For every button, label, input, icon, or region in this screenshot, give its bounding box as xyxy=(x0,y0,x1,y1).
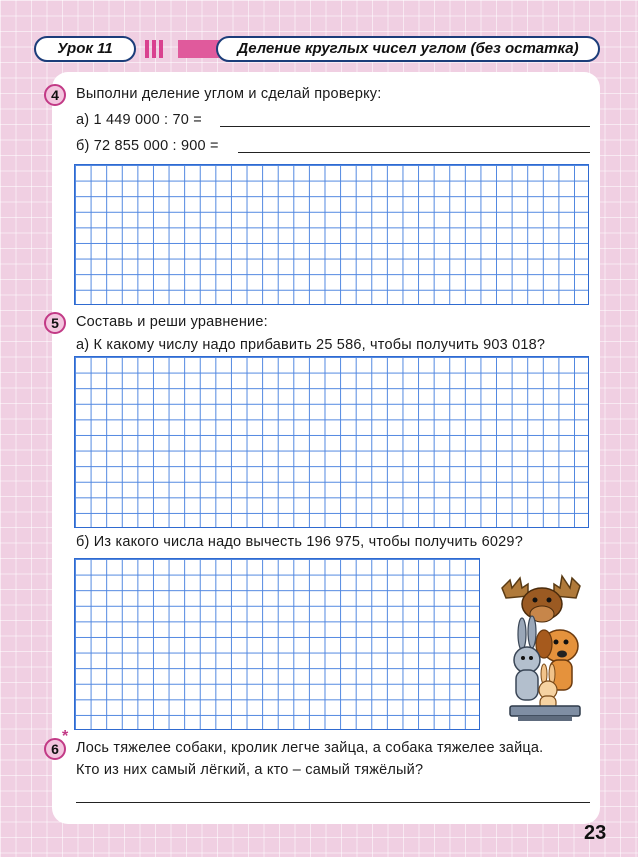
task-4-grid[interactable] xyxy=(74,164,589,305)
task-4b-answer-line[interactable] xyxy=(238,152,590,153)
task-5b-text: б) Из какого числа надо вычесть 196 975, чтобы получить 6029? xyxy=(76,534,523,550)
task-4b-text: б) 72 855 000 : 900 = xyxy=(76,138,219,154)
page-number: 23 xyxy=(584,822,607,844)
task-4a-answer-line[interactable] xyxy=(220,126,590,127)
lesson-topic: Деление круглых чисел углом (без остатка) xyxy=(216,36,600,62)
task-6-number: 6 xyxy=(44,738,66,760)
decorative-stripes xyxy=(145,40,163,58)
task-5-instruction: Составь и реши уравнение: xyxy=(76,314,268,330)
task-5-number: 5 xyxy=(44,312,66,334)
task-5a-grid[interactable] xyxy=(74,356,589,528)
task-5a-text: а) К какому числу надо прибавить 25 586, чтобы получить 903 018? xyxy=(76,337,546,353)
task-4a-text: а) 1 449 000 : 70 = xyxy=(76,112,202,128)
task-6-line-1: Лось тяжелее собаки, кролик легче зайца, а собака тяжелее зайца. xyxy=(76,740,544,756)
page-header xyxy=(0,34,638,66)
lesson-badge: Урок 11 xyxy=(34,36,136,62)
task-6-answer-line[interactable] xyxy=(76,802,590,803)
task-6-line-2: Кто из них самый лёгкий, а кто – самый тяжёлый? xyxy=(76,762,424,778)
task-4-instruction: Выполни деление углом и сделай проверку: xyxy=(76,86,382,102)
animals-illustration xyxy=(492,574,590,722)
task-6-star: * xyxy=(62,728,69,745)
task-4-number: 4 xyxy=(44,84,66,106)
task-5b-grid[interactable] xyxy=(74,558,480,730)
